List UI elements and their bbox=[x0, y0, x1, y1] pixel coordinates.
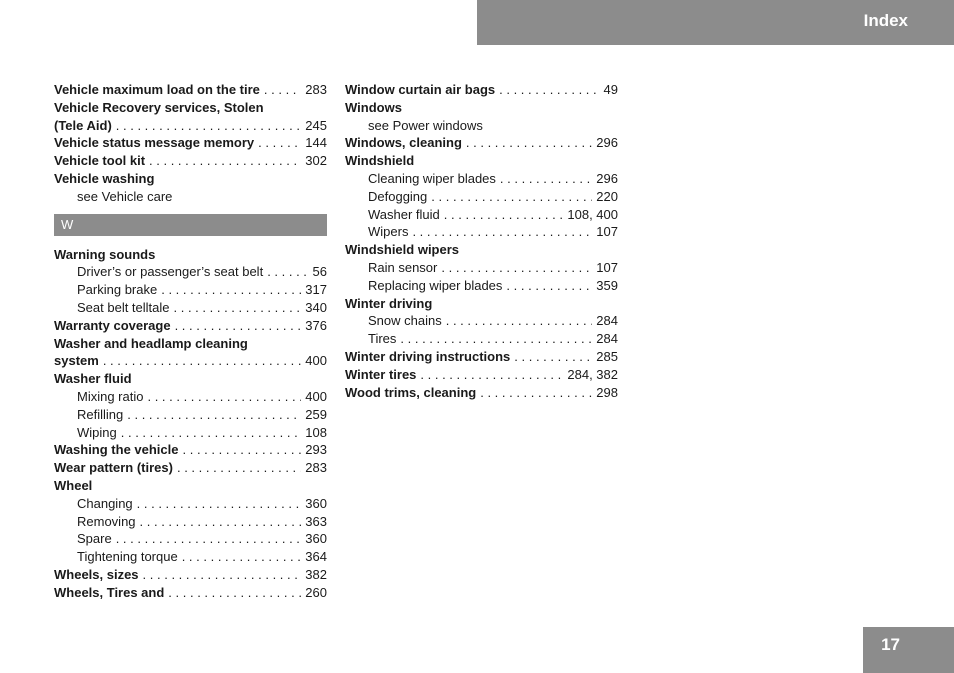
index-entry bbox=[345, 206, 618, 224]
header-bar bbox=[477, 0, 954, 45]
index-entry-text: Replacing wiper blades bbox=[368, 277, 503, 293]
index-entry bbox=[54, 188, 327, 206]
section-header-w bbox=[54, 214, 327, 236]
index-entry bbox=[54, 441, 327, 459]
index-entry-text: see Power windows bbox=[368, 117, 483, 133]
index-entry-page: 302 bbox=[305, 153, 327, 169]
index-entry-text: Windows, cleaning bbox=[345, 135, 462, 151]
page-title: Index bbox=[863, 11, 908, 30]
index-entry bbox=[54, 81, 327, 99]
index-entry-text: Warning sounds bbox=[54, 246, 156, 262]
leader-dots bbox=[514, 348, 592, 366]
index-entry bbox=[345, 152, 618, 170]
index-entry-page: 293 bbox=[305, 442, 327, 458]
index-entry-text: Winter tires bbox=[345, 366, 417, 382]
section-letter: W bbox=[61, 216, 74, 232]
index-entry bbox=[345, 223, 618, 241]
index-entry-text: Snow chains bbox=[368, 313, 442, 329]
index-entry-text: Vehicle tool kit bbox=[54, 153, 146, 169]
index-entry bbox=[345, 277, 618, 295]
leader-dots bbox=[499, 81, 599, 99]
index-entry bbox=[345, 259, 618, 277]
index-entry bbox=[54, 335, 327, 353]
index-entry-text: Washer and headlamp cleaning bbox=[54, 335, 248, 351]
index-entry-page: 245 bbox=[305, 117, 327, 133]
index-entry-text: Washer fluid bbox=[368, 206, 440, 222]
index-entry bbox=[54, 317, 327, 335]
leader-dots bbox=[400, 330, 592, 348]
index-entry bbox=[54, 459, 327, 477]
index-entry bbox=[345, 188, 618, 206]
index-entry-page: 108 bbox=[305, 424, 327, 440]
index-entry bbox=[345, 330, 618, 348]
index-entry-page: 340 bbox=[305, 299, 327, 315]
index-entry bbox=[54, 548, 327, 566]
index-entry bbox=[54, 246, 327, 264]
leader-dots bbox=[264, 81, 301, 99]
index-entry bbox=[345, 99, 618, 117]
leader-dots bbox=[466, 134, 592, 152]
index-entry bbox=[54, 513, 327, 531]
index-entry-page: 364 bbox=[305, 549, 327, 565]
leader-dots bbox=[127, 406, 301, 424]
leader-dots bbox=[431, 188, 592, 206]
index-entry bbox=[345, 295, 618, 313]
index-entry-page: 359 bbox=[596, 277, 618, 293]
index-entry-page: 260 bbox=[305, 584, 327, 600]
leader-dots bbox=[412, 223, 592, 241]
index-entry-text: Wheels, Tires and bbox=[54, 584, 165, 600]
index-entry-page: 400 bbox=[305, 388, 327, 404]
index-entry bbox=[345, 170, 618, 188]
index-entry-page: 49 bbox=[603, 82, 618, 97]
leader-dots bbox=[441, 259, 592, 277]
leader-dots bbox=[506, 277, 592, 295]
index-entry-page: 284, 382 bbox=[567, 366, 618, 382]
index-entry-page: 400 bbox=[305, 353, 327, 369]
index-entry-text: Windshield bbox=[345, 153, 415, 169]
leader-dots bbox=[103, 352, 301, 370]
leader-dots bbox=[258, 134, 301, 152]
leader-dots bbox=[267, 263, 308, 281]
index-entry bbox=[345, 81, 618, 99]
index-entry bbox=[54, 281, 327, 299]
index-entry-page: 259 bbox=[305, 406, 327, 422]
index-entry-page: 285 bbox=[596, 348, 618, 364]
index-entry bbox=[54, 134, 327, 152]
index-entry bbox=[54, 99, 327, 117]
leader-dots bbox=[121, 424, 302, 442]
page-number: 17 bbox=[881, 635, 900, 654]
index-entry bbox=[54, 117, 327, 135]
index-entry-page: 382 bbox=[305, 566, 327, 582]
index-entry-text: Wipers bbox=[368, 224, 409, 240]
leader-dots bbox=[177, 459, 301, 477]
index-column-left bbox=[54, 81, 327, 602]
index-entry bbox=[54, 299, 327, 317]
index-entry-text: see Vehicle care bbox=[77, 188, 173, 204]
index-entry-text: Wheels, sizes bbox=[54, 566, 139, 582]
index-entry-text: Mixing ratio bbox=[77, 388, 144, 404]
index-entry-text: Defogging bbox=[368, 188, 428, 204]
index-entry-text: Cleaning wiper blades bbox=[368, 170, 496, 186]
leader-dots bbox=[161, 281, 301, 299]
index-entry bbox=[54, 263, 327, 281]
leader-dots bbox=[116, 530, 302, 548]
index-entry bbox=[54, 530, 327, 548]
index-entry-page: 363 bbox=[305, 513, 327, 529]
index-entry bbox=[345, 117, 618, 135]
index-entry-text: Washing the vehicle bbox=[54, 442, 179, 458]
leader-dots bbox=[143, 566, 302, 584]
index-entry bbox=[54, 477, 327, 495]
index-entry-page: 317 bbox=[305, 282, 327, 298]
index-entry-page: 107 bbox=[596, 259, 618, 275]
leader-dots bbox=[175, 317, 302, 335]
index-entry-page: 283 bbox=[305, 82, 327, 97]
index-entry-text: Wood trims, cleaning bbox=[345, 384, 477, 400]
leader-dots bbox=[147, 388, 301, 406]
index-entry-text: (Tele Aid) bbox=[54, 117, 112, 133]
leader-dots bbox=[444, 206, 564, 224]
index-entry-text: Windshield wipers bbox=[345, 242, 460, 258]
index-entry-text: Vehicle washing bbox=[54, 170, 155, 186]
index-entry bbox=[345, 384, 618, 402]
leader-dots bbox=[500, 170, 592, 188]
index-entry-page: 107 bbox=[596, 224, 618, 240]
leader-dots bbox=[420, 366, 563, 384]
index-entry-text: Winter driving instructions bbox=[345, 348, 511, 364]
leader-dots bbox=[182, 548, 302, 566]
index-entry-text: Winter driving bbox=[345, 295, 433, 311]
index-entry-page: 56 bbox=[312, 264, 327, 280]
index-entry bbox=[54, 424, 327, 442]
index-entry-page: 296 bbox=[596, 170, 618, 186]
index-list-w-continued bbox=[345, 81, 618, 401]
index-entry-page: 296 bbox=[596, 135, 618, 151]
index-entry-text: Refilling bbox=[77, 406, 124, 422]
leader-dots bbox=[168, 584, 301, 602]
index-entry-page: 360 bbox=[305, 531, 327, 547]
leader-dots bbox=[137, 495, 302, 513]
index-entry-page: 144 bbox=[305, 135, 327, 151]
index-entry-text: Rain sensor bbox=[368, 259, 438, 275]
index-entry-text: Vehicle Recovery services, Stolen bbox=[54, 99, 264, 115]
leader-dots bbox=[116, 117, 302, 135]
leader-dots bbox=[446, 312, 593, 330]
leader-dots bbox=[149, 152, 301, 170]
index-entry-text: Removing bbox=[77, 513, 136, 529]
index-entry bbox=[345, 241, 618, 259]
leader-dots bbox=[174, 299, 302, 317]
index-entry bbox=[54, 495, 327, 513]
index-entry-text: Wheel bbox=[54, 477, 93, 493]
index-entry-text: Warranty coverage bbox=[54, 317, 171, 333]
index-entry-text: Driver’s or passenger’s seat belt bbox=[77, 264, 264, 280]
leader-dots bbox=[183, 441, 302, 459]
index-entry bbox=[54, 566, 327, 584]
index-entry bbox=[345, 366, 618, 384]
index-entry-text: Vehicle status message memory bbox=[54, 135, 255, 151]
index-entry-text: Parking brake bbox=[77, 282, 158, 298]
index-entry-text: Vehicle maximum load on the tire bbox=[54, 82, 260, 97]
index-entry-page: 220 bbox=[596, 188, 618, 204]
index-entry bbox=[54, 388, 327, 406]
index-entry-text: Wiping bbox=[77, 424, 117, 440]
index-entry-text: Tightening torque bbox=[77, 549, 178, 565]
index-list-vehicle bbox=[54, 81, 327, 206]
index-entry-text: Changing bbox=[77, 495, 133, 511]
index-entry-text: Washer fluid bbox=[54, 371, 132, 387]
index-entry-text: Wear pattern (tires) bbox=[54, 460, 173, 476]
index-entry bbox=[54, 170, 327, 188]
index-entry-page: 284 bbox=[596, 313, 618, 329]
index-entry-text: Tires bbox=[368, 331, 397, 347]
index-entry-page: 284 bbox=[596, 331, 618, 347]
index-entry-page: 376 bbox=[305, 317, 327, 333]
leader-dots bbox=[480, 384, 592, 402]
page-number-box bbox=[863, 627, 954, 673]
index-entry-page: 283 bbox=[305, 460, 327, 476]
index-entry bbox=[345, 134, 618, 152]
index-entry bbox=[54, 584, 327, 602]
index-entry-text: system bbox=[54, 353, 99, 369]
index-entry-text: Windows bbox=[345, 99, 402, 115]
index-entry-page: 108, 400 bbox=[567, 206, 618, 222]
index-list-w bbox=[54, 246, 327, 602]
index-entry bbox=[54, 406, 327, 424]
index-entry-text: Spare bbox=[77, 531, 112, 547]
index-entry-page: 360 bbox=[305, 495, 327, 511]
index-entry bbox=[54, 352, 327, 370]
index-entry-page: 298 bbox=[596, 384, 618, 400]
index-entry-text: Window curtain air bags bbox=[345, 82, 496, 97]
index-column-right bbox=[345, 81, 618, 401]
index-entry bbox=[54, 152, 327, 170]
leader-dots bbox=[140, 513, 302, 531]
index-entry bbox=[345, 348, 618, 366]
index-entry-text: Seat belt telltale bbox=[77, 299, 170, 315]
index-entry bbox=[345, 312, 618, 330]
index-entry bbox=[54, 370, 327, 388]
